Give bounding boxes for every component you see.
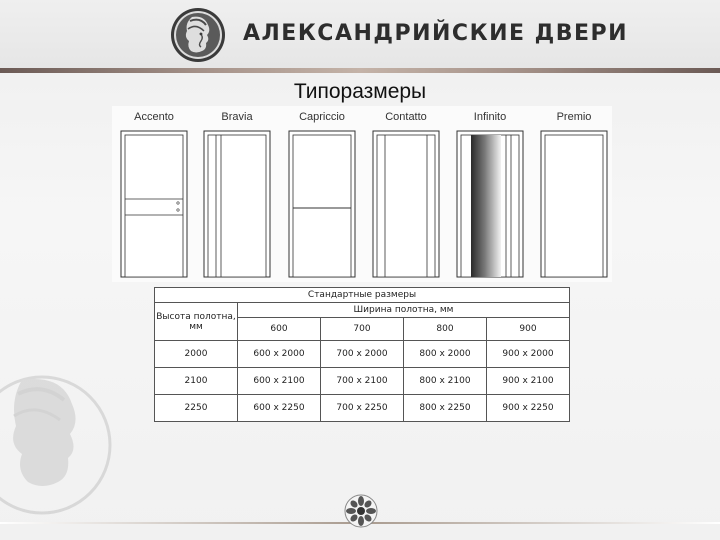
size-cell: 800 x 2100 bbox=[404, 368, 487, 395]
door-premio-image[interactable] bbox=[534, 126, 614, 278]
size-cell: 700 x 2100 bbox=[321, 368, 404, 395]
door-bravia-image[interactable] bbox=[197, 126, 277, 278]
size-cell: 900 x 2100 bbox=[487, 368, 570, 395]
page-title: Типоразмеры bbox=[293, 80, 427, 103]
door-model-bravia: Bravia bbox=[221, 111, 253, 123]
width-800: 800 bbox=[404, 318, 487, 341]
standard-sizes-table bbox=[154, 287, 570, 422]
size-cell: 900 x 2000 bbox=[487, 341, 570, 368]
table-row bbox=[155, 341, 570, 368]
row-height: 2000 bbox=[155, 341, 238, 368]
row-header-height: Высота полотна, мм bbox=[155, 303, 238, 341]
table-caption: Стандартные размеры bbox=[155, 288, 570, 303]
door-contatto-image[interactable] bbox=[366, 126, 446, 278]
row-height: 2250 bbox=[155, 395, 238, 422]
size-cell: 700 x 2250 bbox=[321, 395, 404, 422]
column-header-width: Ширина полотна, мм bbox=[238, 303, 570, 318]
size-cell: 800 x 2000 bbox=[404, 341, 487, 368]
door-accento-image[interactable] bbox=[114, 126, 194, 278]
alexander-profile-medallion-icon bbox=[170, 7, 226, 63]
size-cell: 900 x 2250 bbox=[487, 395, 570, 422]
width-900: 900 bbox=[487, 318, 570, 341]
door-model-accento: Accento bbox=[134, 111, 174, 123]
alexander-profile-watermark-icon bbox=[0, 360, 112, 530]
door-model-capriccio: Capriccio bbox=[299, 111, 345, 123]
door-model-contatto: Contatto bbox=[385, 111, 427, 123]
door-model-premio: Premio bbox=[556, 111, 592, 123]
size-cell: 600 x 2000 bbox=[238, 341, 321, 368]
width-700: 700 bbox=[321, 318, 404, 341]
size-cell: 800 x 2250 bbox=[404, 395, 487, 422]
door-model-infinito: Infinito bbox=[473, 111, 507, 123]
size-cell: 600 x 2100 bbox=[238, 368, 321, 395]
door-infinito-image[interactable] bbox=[450, 126, 530, 278]
row-height: 2100 bbox=[155, 368, 238, 395]
rosette-ornament-icon bbox=[344, 494, 378, 528]
door-capriccio-image[interactable] bbox=[282, 126, 362, 278]
brand-name[interactable]: АЛЕКСАНДРИЙСКИЕ ДВЕРИ bbox=[243, 21, 629, 46]
width-600: 600 bbox=[238, 318, 321, 341]
size-cell: 700 x 2000 bbox=[321, 341, 404, 368]
size-cell: 600 x 2250 bbox=[238, 395, 321, 422]
table-row bbox=[155, 368, 570, 395]
table-row bbox=[155, 395, 570, 422]
header-stripe bbox=[0, 68, 720, 73]
